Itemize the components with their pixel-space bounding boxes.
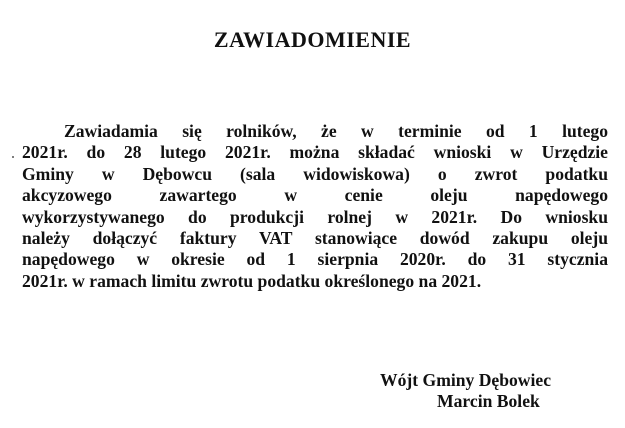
body-line-2: 2021r. do 28 lutego 2021r. można składać wnioski w Urzędzie <box>22 142 608 163</box>
signature-name: Marcin Bolek <box>437 391 540 412</box>
margin-dot-mark <box>12 156 14 158</box>
notice-body <box>22 121 608 292</box>
body-line-8: 2021r. w ramach limitu zwrotu podatku określonego na 2021. <box>22 270 482 291</box>
signature-block <box>380 370 600 413</box>
body-line-5: wykorzystywanego do produkcji rolnej w 2021r. Do wniosku <box>22 206 608 227</box>
body-line-1: Zawiadamia się rolników, że w terminie od 1 lutego <box>64 121 608 141</box>
body-line-7: napędowego w okresie od 1 sierpnia 2020r. do 31 stycznia <box>22 249 608 270</box>
body-line-3: Gminy w Dębowcu (sala widowiskowa) o zwrot podatku <box>22 163 608 184</box>
body-line-6: należy dołączyć faktury VAT stanowiące dowód zakupu oleju <box>22 227 608 248</box>
signature-position: Wójt Gminy Dębowiec <box>380 370 552 390</box>
document-title: ZAWIADOMIENIE <box>213 27 412 52</box>
body-line-4: akcyzowego zawartego w cenie oleju napędowego <box>22 185 608 206</box>
